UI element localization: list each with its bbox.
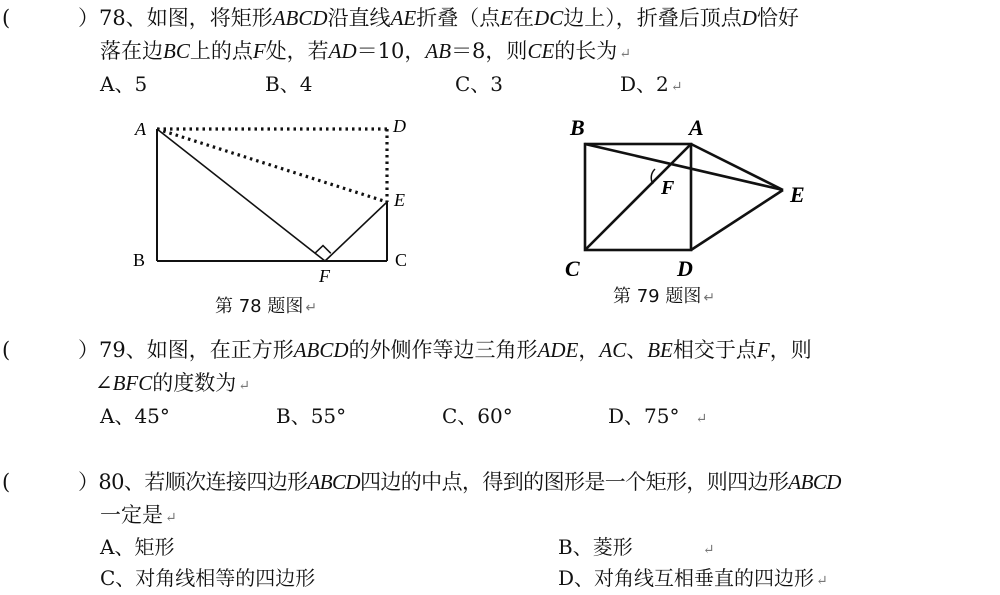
q78-text: 落在边 (100, 39, 163, 63)
q79-text: ，则 (769, 338, 812, 362)
figure-79 (560, 110, 820, 285)
q78-var-dc: DC (534, 6, 564, 30)
q79-option-b: B、55° (276, 404, 347, 428)
q79-option-c: C、60° (442, 404, 513, 428)
q78-var-ae: AE (390, 6, 417, 30)
q78-var-ce: CE (527, 39, 555, 63)
fig78-segment-af (157, 129, 325, 261)
q78-stem-line2 (100, 39, 631, 66)
fig79-label-e: E (790, 182, 805, 207)
fig79-label-b: B (570, 115, 585, 140)
return-mark-icon: ↵ (165, 510, 177, 526)
q79-var-ade: ADE (537, 338, 579, 362)
q79-text: ， (578, 338, 600, 362)
q80-option-b: B、菱形 ↵ (558, 535, 715, 559)
q79-text: ）79、如图，在正方形 (78, 338, 294, 362)
q78-var-e: E (500, 6, 514, 30)
fig78-label-b: B (133, 250, 146, 270)
fig78-label-a: A (135, 119, 146, 139)
q78-var-d: D (741, 6, 757, 30)
q79-var-f: F (756, 338, 770, 362)
return-mark-icon: ↵ (670, 79, 683, 95)
q78-text: 折叠（点 (416, 6, 501, 30)
q78-text: 的长为 (554, 39, 618, 63)
q80-text: 四边的中点，得到的图形是一个矩形，则四边形 (359, 470, 789, 494)
q79-option-d: D、75° ↵ (608, 404, 708, 428)
fig79-side-de (691, 190, 783, 250)
q79-var-abcd: ABCD (293, 338, 349, 362)
q79-text: 的外侧作等边三角形 (348, 338, 538, 362)
q79-answer-paren: ( (2, 338, 11, 362)
q79-var-ac: AC (599, 338, 627, 362)
fig79-label-d: D (677, 256, 693, 281)
q80-answer-paren: ( (2, 470, 11, 494)
q79-angle-bfc: ∠BFC (95, 371, 153, 395)
q78-figure-caption: 第 78 题图 ↵ (215, 296, 318, 317)
q80-var-abcd: ABCD (307, 470, 360, 494)
q78-text: 恰好 (756, 6, 799, 30)
q79-stem-line2 (95, 371, 250, 398)
fig79-diagonal-ac (585, 144, 691, 250)
fig78-label-f: F (319, 266, 330, 285)
figure-78 (125, 110, 425, 285)
q79-text: 、 (626, 338, 648, 362)
q78-text: 上的点 (189, 39, 253, 63)
q78-option-d: D、2 ↵ (620, 72, 683, 96)
q78-stem-line1 (78, 6, 799, 30)
q78-text: 处，若 (265, 39, 329, 63)
q79-option-a: A、45° (100, 404, 170, 428)
q78-answer-paren: ( (2, 6, 11, 30)
q80-stem-line2: 一定是 ↵ (100, 503, 177, 527)
q78-var-bc: BC (163, 39, 190, 63)
q79-text: 相交于点 (672, 338, 757, 362)
return-mark-icon: ↵ (702, 542, 715, 558)
q78-text: 在 (513, 6, 535, 30)
fig78-dotted-ae (157, 129, 387, 202)
q78-option-a: A、5 (100, 72, 148, 96)
fig79-label-f: F (661, 177, 675, 199)
fig78-label-c: C (395, 250, 408, 270)
q79-text: 的度数为 (152, 371, 237, 395)
return-mark-icon: ↵ (619, 46, 632, 62)
fig79-side-ae (691, 144, 783, 190)
q78-var-abcd: ABCD (272, 6, 328, 30)
return-mark-icon: ↵ (695, 411, 708, 427)
fig78-label-d: D (393, 116, 406, 136)
return-mark-icon: ↵ (703, 290, 716, 306)
fig78-segment-fe (325, 202, 387, 261)
q80-var-abcd: ABCD (788, 470, 841, 494)
fig79-label-a: A (689, 115, 704, 140)
fig78-label-e: E (394, 190, 405, 210)
q78-text: 沿直线 (327, 6, 391, 30)
q79-var-be: BE (647, 338, 673, 362)
q78-option-c: C、3 (455, 72, 504, 96)
q79-figure-caption: 第 79 题图 ↵ (613, 286, 716, 307)
q80-stem-line1 (78, 470, 841, 494)
return-mark-icon: ↵ (238, 378, 250, 394)
fig79-label-c: C (565, 256, 580, 281)
q78-option-b: B、4 (265, 72, 313, 96)
q78-text: ＝8，则 (451, 39, 528, 63)
fig78-right-angle-mark (315, 246, 331, 254)
q80-option-c: C、对角线相等的四边形 (100, 566, 316, 590)
q80-option-a: A、矩形 (100, 535, 175, 559)
q80-option-d: D、对角线互相垂直的四边形 ↵ (558, 566, 828, 590)
q80-text: ）80、若顺次连接四边形 (78, 470, 308, 494)
q78-text: ＝10， (356, 39, 426, 63)
q78-var-f: F (252, 39, 266, 63)
q78-var-ad: AD (328, 39, 357, 63)
q78-var-ab: AB (425, 39, 452, 63)
q78-text: 边上），折叠后顶点 (563, 6, 742, 30)
q79-stem-line1 (78, 338, 812, 362)
return-mark-icon: ↵ (816, 573, 828, 589)
return-mark-icon: ↵ (305, 300, 318, 316)
q78-text: ）78、如图，将矩形 (78, 6, 273, 30)
